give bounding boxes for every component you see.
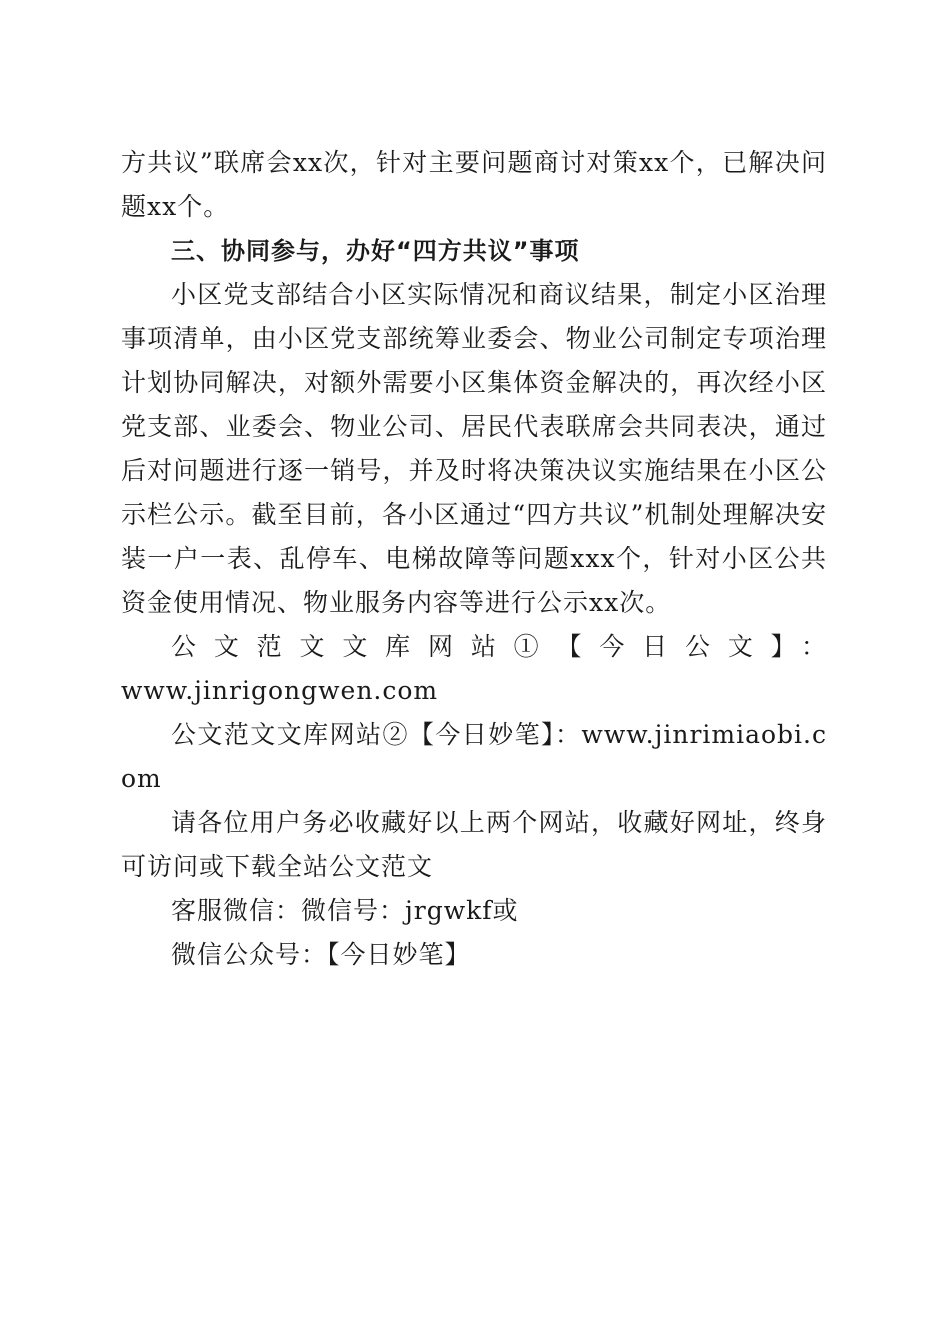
paragraph-main: 小区党支部结合小区实际情况和商议结果，制定小区治理事项清单，由小区党支部统筹业委会、物业公司制定专项治理计划协同解决，对额外需要小区集体资金解决的，再次经小区党支部、业委会、物业公司、居民代表联席会共同表决，通过后对问题进行逐一销号，并及时将决策决议实施结果在小区公示栏公示。截至目前，各小区通过“四方共议”机制处理解决安装一户一表、乱停车、电梯故障等问题xxx个，针对小区公共资金使用情况、物业服务内容等进行公示xx次。 [121, 280, 827, 617]
reminder-text: 请各位用户务必收藏好以上两个网站，收藏好网址，终身可访问或下载全站公文范文 [121, 808, 827, 881]
site1-label: 公文范文文库网站①【今日公文】： [171, 632, 827, 661]
site2-line: 公文范文文库网站②【今日妙笔】：www.jinrimiaobi.com [121, 720, 827, 793]
site1-url: www.jinrigongwen.com [121, 676, 439, 705]
wechat-public: 微信公众号：【今日妙笔】 [171, 940, 471, 969]
document-body [121, 141, 827, 977]
section-heading: 三、协同参与，办好“四方共议”事项 [171, 237, 580, 265]
paragraph-continued: 方共议”联席会xx次，针对主要问题商讨对策xx个，已解决问题xx个。 [121, 148, 827, 221]
wechat-service: 客服微信：微信号：jrgwkf或 [171, 896, 519, 925]
